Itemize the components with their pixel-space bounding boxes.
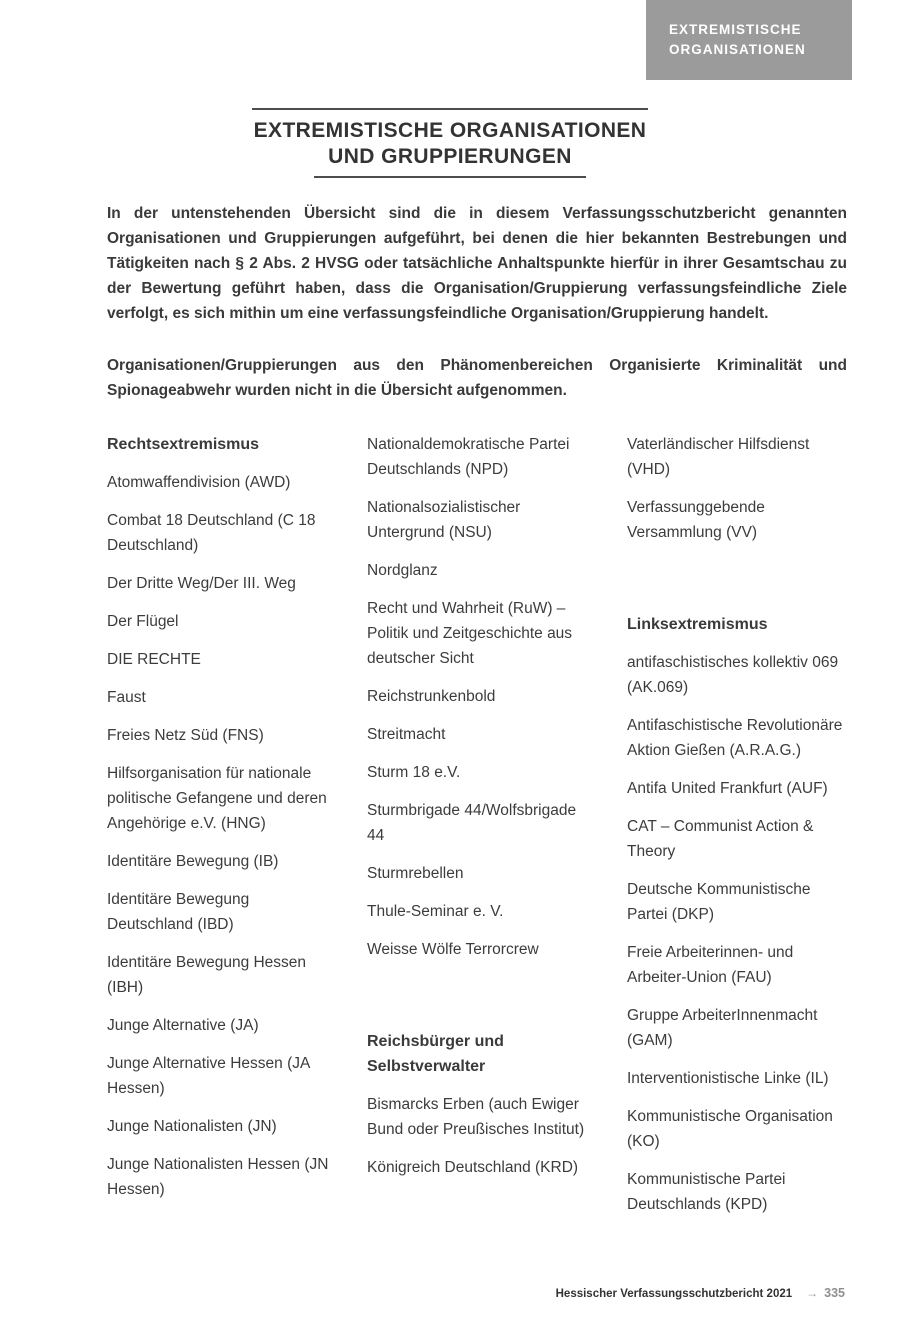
arrow-right-icon: →: [806, 1286, 819, 1300]
section-tab: [646, 0, 852, 80]
org-item: Sturm 18 e.V.: [367, 764, 461, 781]
org-item: Bismarcks Erben (auch Ewiger Bund oder Preußisches Institut): [367, 1096, 585, 1138]
column-right: [627, 432, 852, 1230]
section-heading-linksextremismus: Linksextremismus: [627, 616, 768, 633]
org-list-reichsbuerger-continued: [627, 432, 852, 545]
org-item: Freies Netz Süd (FNS): [107, 727, 264, 744]
note-paragraph: Organisationen/Gruppierungen aus den Phänomenbereichen Organisierte Kriminalität und Spionageabwehr wurden nicht in die Übersicht aufgenommen.: [107, 357, 847, 399]
org-item: Recht und Wahrheit (RuW) – Politik und Zeitgeschichte aus deutscher Sicht: [367, 600, 573, 667]
org-item: Nationalsozialistischer Untergrund (NSU): [367, 499, 521, 541]
org-list-reichsbuerger: [367, 1092, 592, 1180]
org-item: Faust: [107, 689, 146, 706]
page-title-line1: EXTREMISTISCHE ORGANISATIONEN: [253, 119, 647, 142]
org-item: Identitäre Bewegung (IB): [107, 853, 279, 870]
column-middle: [367, 432, 592, 1230]
page-number: 335: [824, 1286, 845, 1300]
org-item: Antifaschistische Revolutionäre Aktion Gießen (A.R.A.G.): [627, 717, 843, 759]
org-item: Gruppe ArbeiterInnenmacht (GAM): [627, 1007, 818, 1049]
org-item: Reichstrunkenbold: [367, 688, 496, 705]
page-title-line2-wrap: [252, 144, 648, 178]
org-item: Weisse Wölfe Terrorcrew: [367, 941, 539, 958]
section-heading-reichsbuerger: Reichsbürger und Selbstverwalter: [367, 1033, 504, 1075]
org-list-rechtsextremismus: [107, 470, 332, 1202]
org-list-linksextremismus: [627, 650, 852, 1217]
org-item: Thule-Seminar e. V.: [367, 903, 504, 920]
org-item: Identitäre Bewegung Hessen (IBH): [107, 954, 307, 996]
org-item: Nordglanz: [367, 562, 438, 579]
page-footer: [556, 1286, 845, 1300]
org-item: Sturmbrigade 44/Wolfsbrigade 44: [367, 802, 577, 844]
org-item: Sturmrebellen: [367, 865, 464, 882]
org-item: Freie Arbeiterinnen- und Arbeiter-Union (FAU): [627, 944, 794, 986]
org-item: CAT – Communist Action & Theory: [627, 818, 814, 860]
section-spacer: [367, 975, 592, 1029]
org-item: Identitäre Bewegung Deutschland (IBD): [107, 891, 250, 933]
org-item: Junge Alternative Hessen (JA Hessen): [107, 1055, 310, 1097]
org-item: Nationaldemokratische Partei Deutschlands (NPD): [367, 436, 570, 478]
org-list-rechtsextremismus-continued: [367, 432, 592, 962]
org-item: Streitmacht: [367, 726, 446, 743]
org-item: Kommunistische Organisation (KO): [627, 1108, 833, 1150]
org-item: DIE RECHTE: [107, 651, 201, 668]
org-item: Combat 18 Deutschland (C 18 Deutschland): [107, 512, 316, 554]
org-item: Königreich Deutschland (KRD): [367, 1159, 579, 1176]
org-item: antifaschistisches kollektiv 069 (AK.069): [627, 654, 839, 696]
org-item: Junge Alternative (JA): [107, 1017, 259, 1034]
org-item: Junge Nationalisten Hessen (JN Hessen): [107, 1156, 329, 1198]
org-item: Der Dritte Weg/Der III. Weg: [107, 575, 296, 592]
org-item: Kommunistische Partei Deutschlands (KPD): [627, 1171, 786, 1213]
page-title-line2: UND GRUPPIERUNGEN: [314, 144, 586, 178]
org-item: Vaterländischer Hilfsdienst (VHD): [627, 436, 810, 478]
intro-paragraph: In der untenstehenden Übersicht sind die in diesem Verfassungsschutzbericht genannten Organisationen und Gruppierungen aufgeführt, bei denen die hier bekannten Bestrebungen und Tätigkeiten nach § 2 Abs. 2 HVSG oder tatsächliche Anhaltspunkte hierfür in ihrer Gesamtschau zu der Bewertung geführt haben, dass die Organisation/Gruppierung verfassungsfeindliche Ziele verfolgt, es sich mithin um eine verfassungsfeindliche Organisation/Gruppierung handelt.: [107, 205, 847, 322]
organisation-columns: [107, 432, 852, 1230]
org-item: Hilfsorganisation für nationale politische Gefangene und deren Angehörige e.V. (HNG): [107, 765, 327, 832]
org-item: Deutsche Kommunistische Partei (DKP): [627, 881, 811, 923]
org-item: Junge Nationalisten (JN): [107, 1118, 277, 1135]
section-heading-rechtsextremismus: Rechtsextremismus: [107, 436, 260, 453]
column-rechtsextremismus: [107, 432, 332, 1230]
org-item: Der Flügel: [107, 613, 179, 630]
org-item: Interventionistische Linke (IL): [627, 1070, 829, 1087]
section-tab-label: EXTREMISTISCHE ORGANISATIONEN: [669, 22, 806, 57]
footer-report-title: Hessischer Verfassungsschutzbericht 2021: [555, 1288, 793, 1300]
org-item: Verfassunggebende Versammlung (VV): [627, 499, 765, 541]
org-item: Atomwaffendivision (AWD): [107, 474, 291, 491]
page-title: [252, 108, 648, 178]
section-spacer: [627, 558, 852, 612]
org-item: Antifa United Frankfurt (AUF): [627, 780, 828, 797]
